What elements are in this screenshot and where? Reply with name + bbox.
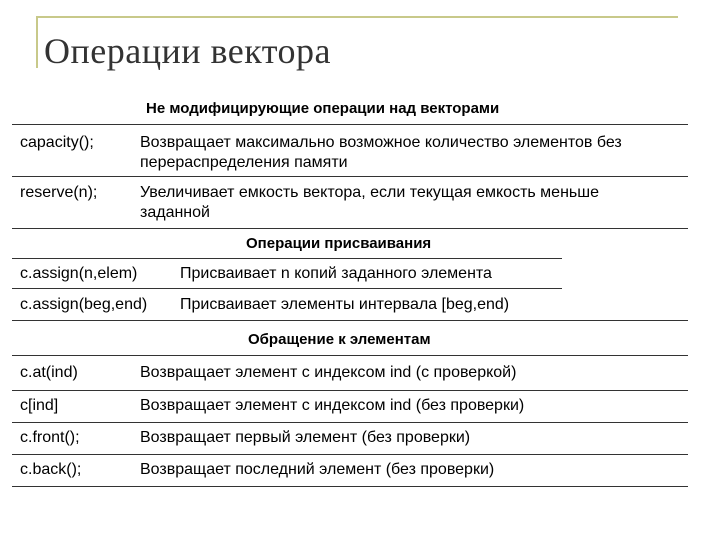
op-name: c.assign(n,elem) [20,265,138,282]
op-name: c.front(); [20,429,80,446]
frame-left-rule [36,16,38,68]
table-rule [12,422,688,423]
op-description: Присваивает n копий заданного элемента [180,265,492,282]
table-rule [12,124,688,125]
op-description: Возвращает элемент с индексом ind (с проверкой) [140,364,517,381]
op-name: reserve(n); [20,184,98,201]
slide-title: Операции вектора [44,31,332,71]
op-description: Возвращает первый элемент (без проверки) [140,429,471,446]
frame-top-rule [36,16,678,18]
table-rule [12,320,688,321]
table-rule [12,355,688,356]
table-rule [12,176,688,177]
op-name: c.assign(beg,end) [20,296,148,313]
op-name: c.at(ind) [20,364,78,381]
table-rule [12,454,688,455]
table-rule [12,288,562,289]
table-rule [12,258,562,259]
op-description: Возвращает последний элемент (без проверки) [140,461,495,478]
op-description: Увеличивает емкость вектора, если текущая емкость меньше [140,184,599,201]
op-description-cont: перераспределения памяти [140,154,348,171]
section-heading-nonmodifying: Не модифицирующие операции над векторами [146,100,500,117]
op-name: c[ind] [20,397,59,414]
op-name: capacity(); [20,134,94,151]
section-heading-assignment: Операции присваивания [246,235,432,252]
op-description: Возвращает максимально возможное количество элементов без [140,134,622,151]
table-rule [12,390,688,391]
op-description-cont: заданной [140,204,210,221]
op-description: Возвращает элемент с индексом ind (без проверки) [140,397,525,414]
op-name: c.back(); [20,461,82,478]
section-heading-element-access: Обращение к элементам [248,331,431,348]
table-rule [12,228,688,229]
op-description: Присваивает элементы интервала [beg,end) [180,296,510,313]
table-rule [12,486,688,487]
